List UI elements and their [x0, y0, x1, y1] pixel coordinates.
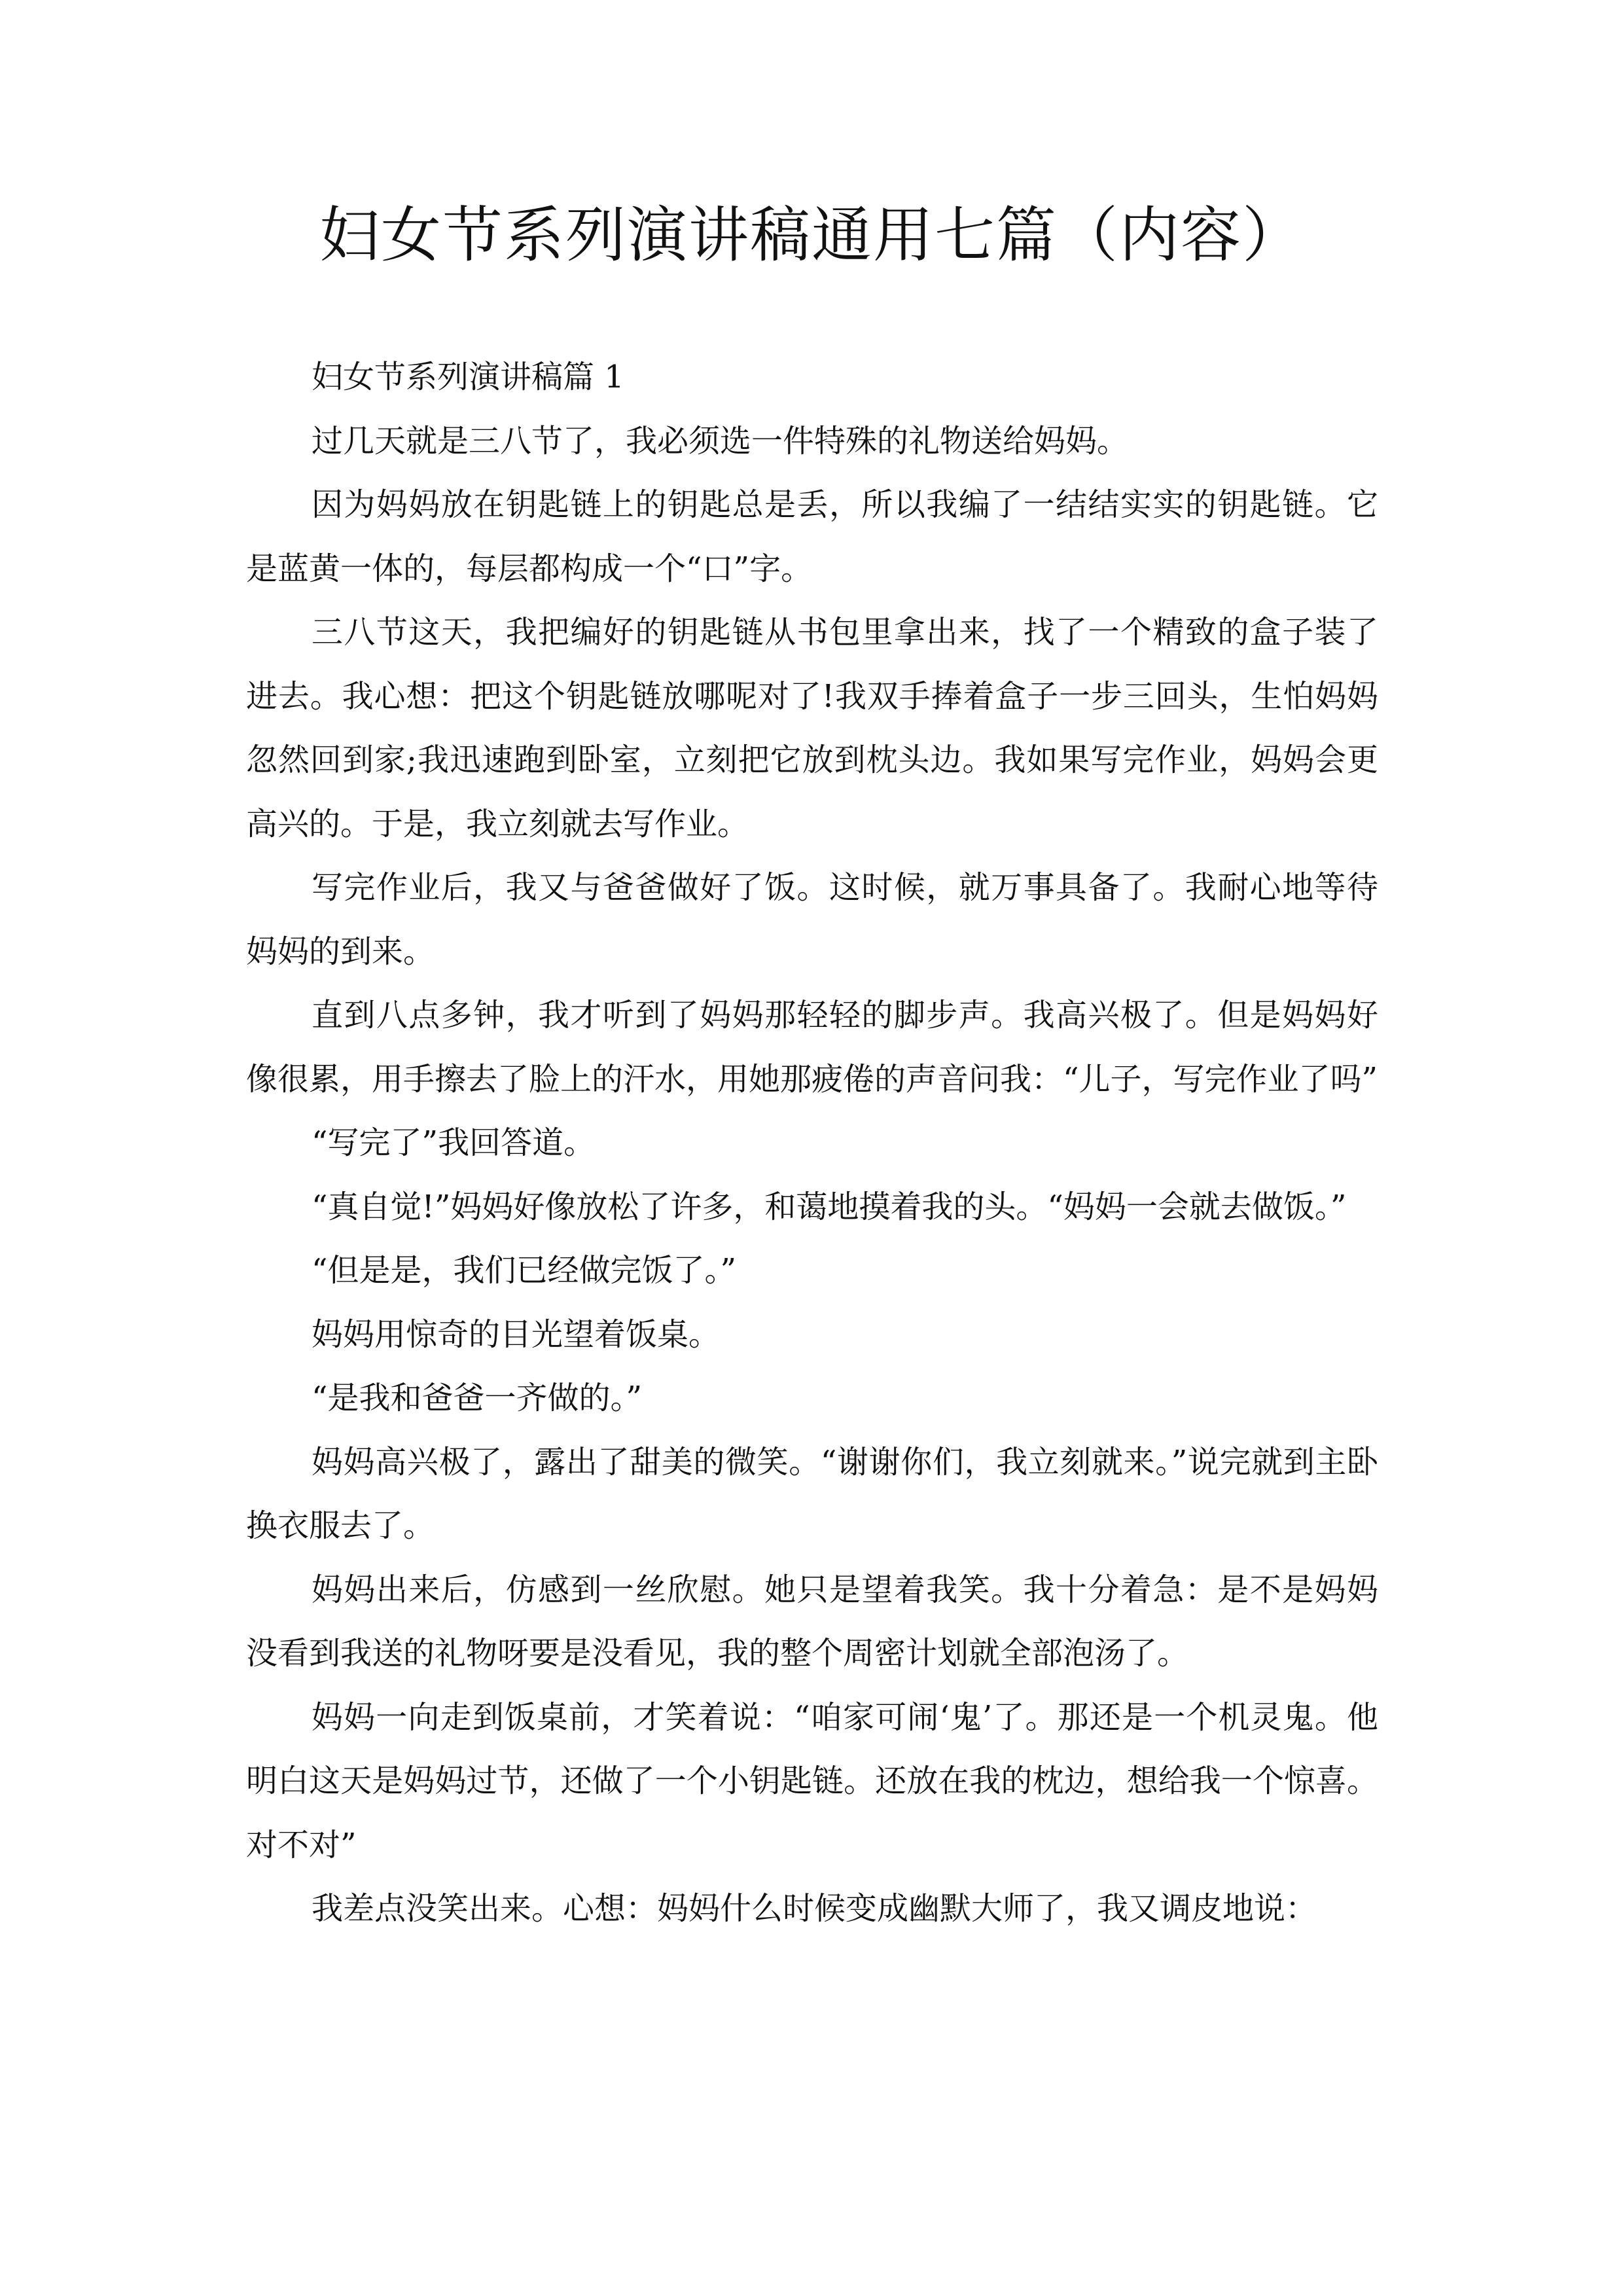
paragraph: 直到八点多钟，我才听到了妈妈那轻轻的脚步声。我高兴极了。但是妈妈好像很累，用手擦去了脸上的汗水，用她那疲倦的声音问我：“儿子，写完作业了吗”	[246, 997, 1378, 1098]
paragraph: 妈妈高兴极了，露出了甜美的微笑。“谢谢你们，我立刻就来。”说完就到主卧换衣服去了。	[246, 1443, 1378, 1544]
paragraph: “是我和爸爸一齐做的。”	[312, 1380, 643, 1416]
paragraph: 妈妈一向走到饭桌前，才笑着说：“咱家可闹‘鬼’了。那还是一个机灵鬼。他明白这天是妈妈过节，还做了一个小钥匙链。还放在我的枕边，想给我一个惊喜。对不对”	[246, 1698, 1378, 1863]
document-body	[246, 346, 1378, 1941]
paragraph: 过几天就是三八节了，我必须选一件特殊的礼物送给妈妈。	[312, 422, 1129, 459]
paragraph: 妈妈出来后，仿感到一丝欣慰。她只是望着我笑。我十分着急：是不是妈妈没看到我送的礼物呀要是没看见，我的整个周密计划就全部泡汤了。	[246, 1571, 1378, 1672]
paragraph: “但是是，我们已经做完饭了。”	[312, 1252, 737, 1289]
paragraph: 因为妈妈放在钥匙链上的钥匙总是丢，所以我编了一结结实实的钥匙链。它是蓝黄一体的，每层都构成一个“口”字。	[246, 486, 1378, 587]
paragraph: 三八节这天，我把编好的钥匙链从书包里拿出来，找了一个精致的盒子装了进去。我心想：把这个钥匙链放哪呢对了!我双手捧着盒子一步三回头，生怕妈妈忽然回到家;我迅速跑到卧室，立刻把它放到枕头边。我如果写完作业，妈妈会更高兴的。于是，我立刻就去写作业。	[246, 614, 1378, 842]
paragraph: 妈妈用惊奇的目光望着饭桌。	[312, 1316, 721, 1353]
paragraph: “真自觉!”妈妈好像放松了许多，和蔼地摸着我的头。“妈妈一会就去做饭。”	[312, 1188, 1347, 1225]
document-title: 妇女节系列演讲稿通用七篇（内容）	[319, 200, 1304, 270]
paragraph: 我差点没笑出来。心想：妈妈什么时候变成幽默大师了，我又调皮地说：	[312, 1890, 1317, 1927]
section-heading: 妇女节系列演讲稿篇 1	[312, 359, 624, 395]
paragraph: 写完作业后，我又与爸爸做好了饭。这时候，就万事具备了。我耐心地等待妈妈的到来。	[246, 869, 1378, 970]
paragraph: “写完了”我回答道。	[312, 1124, 596, 1161]
